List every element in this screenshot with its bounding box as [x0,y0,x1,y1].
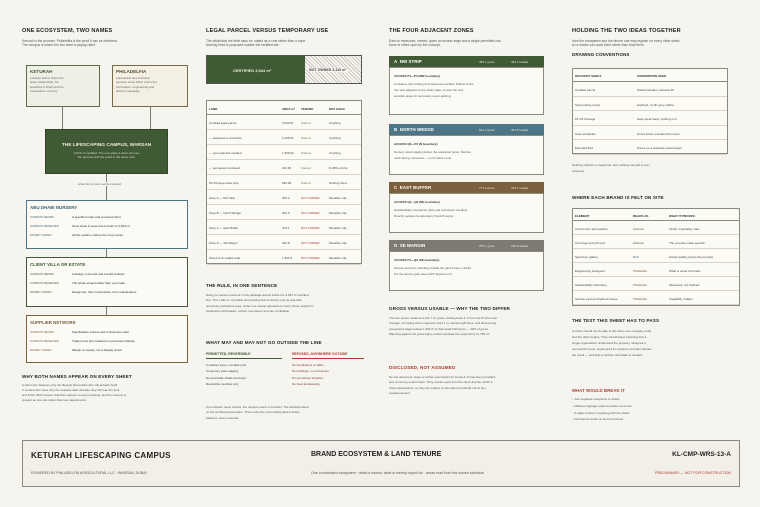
break-item: – A trade counter competing with the studio [572,410,630,415]
conv-col-header: ON EVERY SHEET [575,74,602,78]
gross-line: frontage, removing slivers narrower than 3 m, service right lines, and discounting [389,321,497,326]
conventions-table [572,68,728,154]
philadelfia-line: Agricultural and technical [116,76,150,80]
land-row [207,205,361,220]
conventions-note: Nothing matches a measured, and nothing counted is ever [572,163,650,167]
zone-text: Directly outside the laboratory block B sector. [394,214,455,218]
drawing-status: PRELIMINARY — NOT FOR CONSTRUCTION [655,471,731,475]
land-row [207,145,361,160]
villa-key: CAMPUS SENDS [30,272,55,276]
brand-reads-as: Both [633,255,640,259]
land-tenure: NOT OWNED [301,211,320,215]
nursery-key: MONEY TAKEN [30,233,52,237]
zone-usable: 461.5 usable [511,128,529,132]
philadelfia-line: horticulture, engineering and [116,84,155,89]
land-name: Zone B — North Wedge [209,211,241,215]
brand-row [573,249,739,263]
flow-note: what the campus sends outward [78,182,122,186]
land-tenure: NOT OWNED [301,226,320,230]
footnote-line: If permission never arrives, the campus loses no function. The activities listed [206,405,309,409]
permitted-heading: PERMITTED, REVERSIBLE [206,352,282,359]
land-may-hold: Anything [329,121,341,125]
zone-usable: 246.8 usable [511,244,529,248]
land-may-hold: Movable only [329,211,347,215]
zone-text: but the service gate does NOT depend on it. [394,272,453,276]
land-may-hold: Movable only [329,256,347,260]
tenure-col-header: TENURE [301,107,314,111]
land-area: 282.00 [282,181,292,185]
brand-heading: WHERE EACH BRAND IS FELT ON SITE [572,195,664,200]
land-tenure: NOT OWNED [301,241,320,245]
may-hold-col-header: MAY HOLD [329,107,345,111]
tenure-intro: The distinction the brief asks for, stated as a cost rather than a hope. [206,39,307,43]
land-row [207,130,361,145]
holding-intro: How the ecosystem and the tenure rule may register on every other sheet, [572,39,681,43]
brand-row [573,263,739,277]
brand-proves: The promise made specific [669,241,705,245]
why-line: present as one site rather than two departments. [22,398,87,402]
land-tenure: Owned [301,151,311,155]
supplier-key: CAMPUS SENDS [30,330,55,334]
brand-proves: What is under the finish [669,269,701,273]
why-line: it. A client who sees only the operator asks whether they will lose the look [22,388,120,392]
brand-row [573,235,739,249]
why-heading: WHY BOTH NAMES APPEAR ON EVERY SHEET [22,374,132,379]
philadelfia-card [112,65,188,107]
brand-element: Arrival court and pavilion [575,227,608,231]
connector-line [106,307,107,315]
convention-row [573,82,727,97]
certified-label: CERTIFIED 3,544 m² [233,68,272,73]
supplier-key: CAMPUS RECEIVES [30,339,59,343]
parcel-diagram [206,55,362,84]
land-may-hold: Nothing fixed [329,181,347,185]
nursery-value: All the position, before the crop moves [72,233,124,237]
zone-area: 773.2 gross [479,186,495,190]
test-line: sourced the trees, engineered the systems and will maintain [572,347,652,351]
nursery-key: CAMPUS SENDS [30,215,55,219]
keturah-line: Lifestyle brand. Owns the [30,76,64,80]
campus-card [45,129,168,174]
brand-row [573,291,739,305]
nursery-value: Grow stock it never has to hold on 3,544 m² [72,224,131,228]
certified-block [207,56,305,83]
campus-title: THE LIFESCAPING CAMPUS, WARSAN [61,143,152,148]
land-tenure: Owned [301,181,311,185]
zone-body [389,251,544,291]
permitted-item: Temporary plant staging [206,369,239,374]
zone-text: sensible place for temporary event parking. [394,94,452,98]
refused-item: No fixed landscaping [292,382,320,387]
land-may-hold: Anything [329,136,341,140]
land-tenure: Owned [301,136,311,140]
rule-line: ownership confirmation, written permission and site verification. [206,309,291,314]
sheet-subtitle: One coordinated ecosystem · what is owned, what is merely hoped for · areas read from the solved schedule [311,471,485,475]
brand-row [573,277,739,291]
zone-access: ACCESS P4—Q2 (SE boundary) [394,258,440,262]
brand-proves: Grand quality proves the promise [669,255,714,259]
connector-line [106,174,107,200]
brand-reads-as: Keturah [633,241,644,245]
supplier-card [26,315,188,363]
keturah-card [26,65,100,107]
break-heading: WHAT WOULD BREAK IT [572,388,626,393]
convention-row [573,126,727,141]
powered-by: POWERED BY PHILADELFIA AGRICULTURAL LLC · WARSAN, DUBAI [31,471,147,475]
land-name: — open planted residual [209,151,242,155]
land-may-hold: Movable only [329,241,347,245]
zones-list [389,56,545,296]
brand-reads-as: Philadelfia [633,283,647,287]
philadelfia-line: delivery capability. [116,88,141,93]
zone-usable: 454.4 usable [511,60,529,64]
convention-item: Certified parcel [575,88,596,92]
brand-proves: Measured, not claimed [669,283,700,287]
campus-line: 3,544 m² certified. The one place a client can see [73,151,140,155]
supplier-key: MONEY TAKEN [30,348,52,352]
ecosystem-intro-2: The campus is where the two meet a paying client. [22,43,97,48]
sheet-title: BRAND ECOSYSTEM & LAND TENURE [311,451,442,458]
philadelfia-line: operator since 1994. Owns the [116,80,157,85]
land-area: 1,359.00 [282,151,294,155]
supplier-value: Trade terms and material on permanent display [72,339,135,343]
disclosed-heading: DISCLOSED, NOT ASSUMED [389,365,456,370]
not-owned-block [305,56,361,83]
zone-area: 255.1 gross [479,244,495,248]
brand-col-header: READS AS [633,214,649,218]
land-row [207,250,361,265]
footnote-line: on the certified parcel alone. That is why the surrounding land is drawn [206,410,300,415]
area-col-header: AREA m² [282,107,295,111]
title-block [22,440,740,487]
zones-heading: THE FOUR ADJACENT ZONES [389,28,474,34]
nursery-key: CAMPUS RECEIVES [30,224,59,228]
land-area: 2,195.51 [282,136,294,140]
land-area: 242.00 [282,166,292,170]
brand-element: Service yard and back-of-house [575,297,618,301]
zones-intro: Each is measured, named, given an access edge and a single permitted use. [389,39,502,43]
keturah-line: standard of finish and the [30,84,64,89]
gross-line: Planning against the gross figure would overstate the opportunity by 750 m². [389,332,491,337]
land-may-hold: 8–60% of plot [329,166,348,170]
convention-value: Zones on a separate named layer [637,146,682,150]
zone-body [389,67,544,115]
ecosystem-heading: ONE ECOSYSTEM, TWO NAMES [22,28,113,34]
zone-text: Nursery stock staging before the education fence. Narrow [394,150,471,154]
may-heading: WHAT MAY AND MAY NOT GO OUTSIDE THE LINE [206,340,322,345]
convention-row [573,140,727,155]
campus-line: the promise and the proof in the same visit. [77,155,136,160]
villa-key: MONEY TAKEN [30,290,52,294]
break-item: – Permanent works on land not owned [572,417,624,422]
land-area: 1,391.8 [282,256,293,260]
land-row [207,235,361,250]
zone-code: A [394,59,398,64]
villa-card [26,257,188,307]
land-tenure: Owned [301,121,311,125]
disclosed-line: coaxial element. [389,391,411,396]
refused-item: No foundations or slabs [292,363,324,367]
zone-code: C [394,185,398,190]
convention-row [573,111,727,126]
nursery-title: ABU DHABI NURSERY [30,205,78,210]
villa-key: CAMPUS RECEIVES [30,281,59,285]
zone-access: ACCESS P1—P3 (NW boundary) [394,74,441,78]
test-line: and the other begins. They should leave believing that a [572,335,647,339]
brand-reads-as: Philadelfia [633,269,647,273]
land-name: P1-P4 keep-clear strip [209,181,239,185]
why-line: and finish. Both names, therefore appear on every drawing, and the campus is [22,393,127,397]
zone-body [389,193,544,233]
zone-header [389,182,544,193]
brand-col-header: ELEMENT [575,214,590,218]
land-col-header: LAND [209,107,218,111]
zone-usable: 479.1 usable [511,186,529,190]
disclosed-line: visitor approaches, so they are subject to site-plan and should not fix any [389,385,486,390]
tenure-intro-2: Nothing fixed is proposed outside the certified site. [206,43,280,48]
land-area: 246.8 [282,241,290,245]
land-area: 3,543.51 [282,121,294,125]
philadelfia-title: PHILADELFIA [116,69,147,74]
convention-item: Surrounding zones [575,102,601,107]
convention-value: Solid boundary, coloured fill [637,88,674,92]
convention-item: Exported files [575,146,594,150]
rule-heading: THE RULE, IN ONE SENTENCE [206,283,278,288]
column-ecosystem [22,28,192,48]
convention-value: Hatched, no fill, grey outline [637,102,675,107]
zone-text: Sustainability companion plots and instrument overflow. [394,208,468,212]
test-line: single organisation understood the property, designed it, [572,341,647,345]
land-may-hold: Movable only [329,226,347,230]
zone-area: 591.6 gross [479,128,495,132]
brand-col-header: WHAT IT PROVES [669,214,695,218]
brand-element: AI lounge and off room [575,241,606,245]
nursery-card [26,200,188,249]
rule-line: line. The 1,391 m² of usable surrounding land is shown only as potential [206,298,302,303]
keturah-title: KETURAH [30,69,53,74]
land-row [207,190,361,205]
project-title: KETURAH LIFESCAPING CAMPUS [31,451,171,460]
brand-proves: Capability, hidden [669,297,693,301]
brand-row [573,221,739,235]
not-owned-label: NOT OWNED 3,110 m² [309,68,347,72]
connector-line [106,249,107,257]
convention-row [573,97,727,112]
zone-text: north facing: screened — no fit visitor route. [394,156,453,160]
villa-value: The whole project rather than a pot sale [72,281,125,285]
land-may-hold: Movable only [329,196,347,200]
land-area: 454.4 [282,196,290,200]
land-tenure: NOT OWNED [301,256,320,260]
convention-item: Area schedules [575,131,596,136]
permitted-item: Demountable shade and bays [206,375,246,380]
disclosed-line: and no survey covers them. They remain open from the client directly, which a [389,380,493,385]
villa-value: A design, a tree list and a build contract [72,272,125,276]
refused-item: No permanent irrigation [292,375,324,380]
land-name: — permanent enclosed [209,166,241,170]
zone-body [389,135,544,175]
rule-line: temporary operations area, under one caveat repeated on every sheet: subject to [206,303,314,308]
nursery-value: A specified order and a named client [72,215,121,219]
zone-text: Container-tree holding and seasonal overflow. Widest of the [394,82,474,86]
convention-value: Keep-clear band, nothing on it [637,117,678,121]
permitted-item: Container trees, movable pots [206,363,247,367]
villa-title: CLIENT VILLA OR ESTATE [30,262,86,267]
zone-text: four and adjacent to the visitor gate, so also the only [394,88,464,92]
land-tenure: Owned [301,166,311,170]
why-line: A client who believes only the lifestyle brand asks who will actually build [22,383,118,387]
zone-name: SE MARGIN [399,243,426,248]
holding-intro-2: so a reader can audit them rather than trust them. [572,43,645,48]
supplier-value: Specification volume and a showroom wall [72,330,129,334]
gross-line: The four zones measure 2,111.7 m² gross. Cutting back 4 m from the P1-P4 road [389,316,497,320]
land-name: Zone A — NW Strip [209,196,236,200]
villa-value: Design fee, then construction, then maintenance [72,290,137,294]
zone-header [389,124,544,135]
connector-line [150,107,151,129]
zone-code: B [394,127,398,132]
gross-line: unresolved edges leaves 1,391.8 m² that could hold items — 66% of gross. [389,326,489,331]
land-row [207,115,361,130]
brand-reads-as: Philadelfia [633,297,647,301]
land-name: — assigned to a function [209,136,243,140]
convention-value: Gross listed, excluded from sum [637,131,680,136]
brand-element: Specimen gallery [575,255,599,259]
conventions-note: coloured. [572,169,585,173]
brand-element: Engineering showyard [575,269,605,273]
connector-line [62,107,63,129]
zone-header [389,56,544,67]
land-name: Zone C — East Buffer [209,226,239,230]
gross-heading: GROSS VERSUS USABLE — WHY THE TWO DIFFER [389,306,511,311]
land-row [207,160,361,175]
land-row [207,175,361,190]
test-line: A visitor should not be able to tell where one company ends [572,329,652,333]
disclosed-line: No site document, lease or written permission for zones A–D has been provided, [389,375,496,379]
zone-name: EAST BUFFER [399,185,432,190]
zone-area: 495.1 gross [479,60,495,64]
brand-element: Sustainability laboratory [575,283,607,287]
keturah-line: expectation of luxury. [30,88,59,93]
ecosystem-intro: Keturah is the promise. Philadelfia is the proof it can be delivered. [22,39,118,43]
conventions-heading: DRAWING CONVENTIONS [572,51,630,57]
rule-line: Every permanent element in this package stands inside the 3,544 m² certified [206,293,309,297]
land-may-hold: Anything [329,151,341,155]
land-area: 479.1 [282,226,290,230]
zone-name: NORTH WEDGE [399,127,435,132]
holding-heading: HOLDING THE TWO IDEAS TOGETHER [572,28,681,34]
brand-reads-as: Keturah [633,227,644,231]
land-row [207,220,361,235]
land-name: Certified legal parcel [209,121,237,125]
land-tenure: NOT OWNED [301,196,320,200]
land-name: Zone D — SE Margin [209,241,238,245]
brand-table [572,208,740,306]
conv-col-header: CONVENTION USED [637,74,667,78]
refused-heading: REFUSED, ANYWHERE OUTSIDE [292,352,364,359]
tenure-heading: LEGAL PARCEL VERSUS TEMPORARY USE [206,28,329,34]
land-name: Zones A–D usable total [209,256,241,260]
convention-item: P1-P4 frontage [575,117,596,121]
footnote-line: hatched, never coloured. [206,415,240,420]
break-item: – Two separate receptions or desks [572,397,620,401]
permitted-item: Reversible overflow only [206,382,239,387]
land-table [206,100,362,264]
keturah-line: client relationship, the [30,80,60,85]
drawing-code: KL-CMP-WRS-13-A [672,451,731,458]
zone-access: ACCESS Q1—Q2 (NE boundary) [394,200,440,204]
zone-name: NW STRIP [399,59,422,64]
brand-proves: Finish, hospitality, calm [669,227,700,231]
zone-access: ACCESS Q3—P3 (N boundary) [394,142,438,146]
refused-item: No buildings, no enclosures [292,369,329,374]
test-heading: THE TEST THIS SHEET HAS TO PASS [572,318,660,323]
zone-text: Service and lorry standing outside the yard screen. Useful [394,266,471,270]
break-item: – Different signage systems inside one fence [572,403,632,408]
supplier-value: Margin on supply, not a display rental [72,348,122,352]
land-area: 461.5 [282,211,290,215]
test-line: the result — and that no further consultant is needed. [572,353,643,357]
zone-code: D [394,243,398,248]
supplier-title: SUPPLIER NETWORK [30,320,76,325]
zones-intro-2: None is relied upon by the concept. [389,43,441,48]
zone-header [389,240,544,251]
